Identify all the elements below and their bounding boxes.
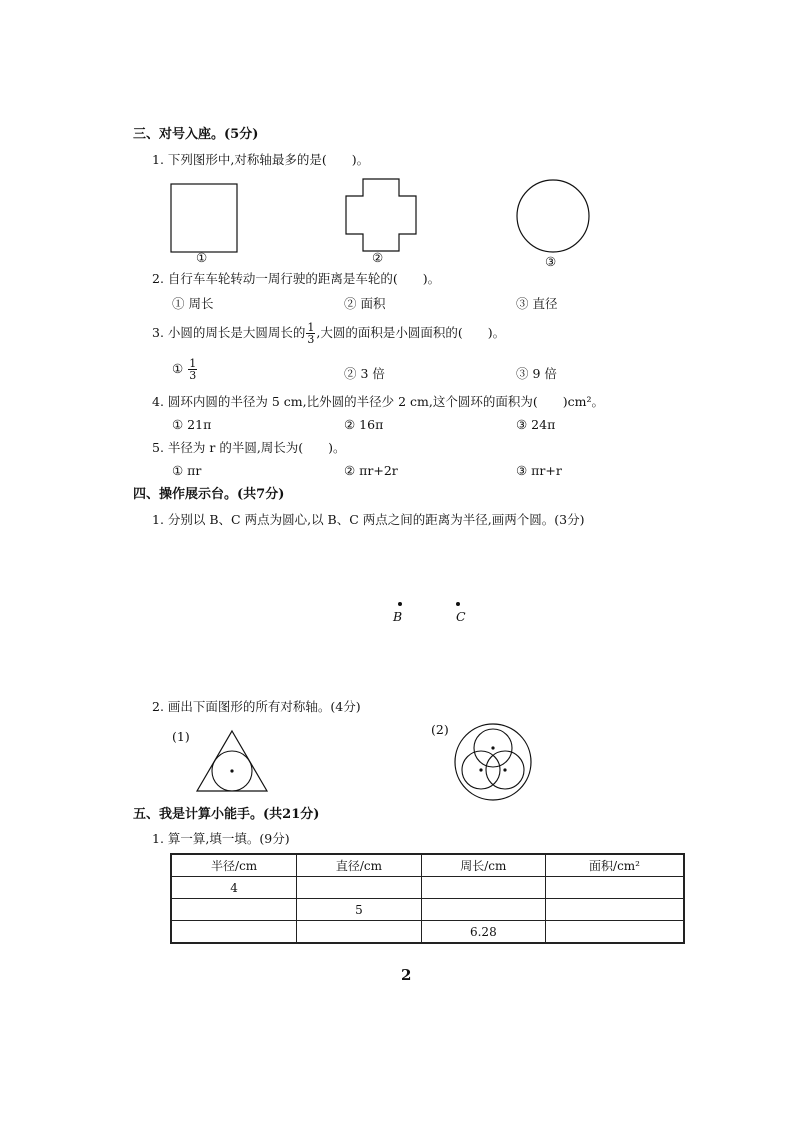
table-cell[interactable] bbox=[297, 921, 421, 944]
q3-2-option-1: ① 周长 bbox=[172, 296, 214, 311]
q3-3-stem-pre: 3. 小圆的周长是大圆周长的 bbox=[152, 325, 306, 340]
q3-3-fraction-num: 1 bbox=[307, 321, 315, 334]
table-cell[interactable] bbox=[421, 899, 545, 921]
q5-1-stem: 1. 算一算,填一填。(9分) bbox=[152, 831, 290, 846]
q4-2-stem: 2. 画出下面图形的所有对称轴。(4分) bbox=[152, 699, 361, 714]
section-4-title: 四、操作展示台。(共7分) bbox=[133, 487, 285, 502]
q3-2-option-3: ③ 直径 bbox=[516, 296, 558, 311]
q3-1-label-3: ③ bbox=[545, 254, 557, 269]
q4-2-fig1-label: (1) bbox=[172, 729, 190, 744]
q3-4-option-3: ③ 24π bbox=[516, 417, 556, 432]
q3-3-stem-post: ,大圆的面积是小圆面积的( )。 bbox=[316, 325, 506, 340]
q3-3-option-1-den: 3 bbox=[189, 369, 197, 382]
point-b-dot bbox=[397, 601, 403, 607]
q3-3-fraction-den: 3 bbox=[307, 333, 315, 346]
q3-3-option-3: ③ 9 倍 bbox=[516, 366, 557, 381]
q3-5-stem: 5. 半径为 r 的半圆,周长为( )。 bbox=[152, 440, 346, 455]
q3-4-stem: 4. 圆环内圆的半径为 5 cm,比外圆的半径少 2 cm,这个圆环的面积为( )cm²。 bbox=[152, 394, 604, 409]
q3-4-option-2: ② 16π bbox=[344, 417, 384, 432]
point-c-label: C bbox=[456, 609, 466, 624]
section-3-title: 三、对号入座。(5分) bbox=[133, 127, 259, 142]
q3-3-fraction bbox=[306, 322, 315, 345]
q3-3-option-2: ② 3 倍 bbox=[344, 366, 385, 381]
table-cell[interactable] bbox=[297, 877, 421, 899]
table-header-radius: 半径/cm bbox=[171, 854, 297, 877]
table-header-diameter: 直径/cm bbox=[297, 854, 421, 877]
table-cell[interactable] bbox=[171, 899, 297, 921]
shape-cross bbox=[345, 178, 417, 252]
calc-table bbox=[170, 853, 685, 944]
table-header-row bbox=[171, 854, 684, 877]
table-row bbox=[171, 921, 684, 944]
q3-3-option-1-fraction bbox=[188, 358, 197, 381]
figure-triangle-incircle bbox=[196, 730, 268, 792]
table-cell[interactable] bbox=[546, 921, 684, 944]
q3-1-label-2: ② bbox=[372, 250, 384, 265]
q3-3-option-1 bbox=[172, 358, 198, 381]
table-header-area: 面积/cm² bbox=[546, 854, 684, 877]
q4-1-stem: 1. 分别以 B、C 两点为圆心,以 B、C 两点之间的距离为半径,画两个圆。(3分) bbox=[152, 512, 585, 527]
table-row bbox=[171, 877, 684, 899]
q4-2-fig2-label: (2) bbox=[431, 722, 449, 737]
point-b-label: B bbox=[393, 609, 403, 624]
q3-3-option-1-num: 1 bbox=[189, 357, 197, 370]
figure-three-circles bbox=[453, 722, 533, 802]
table-cell[interactable] bbox=[421, 877, 545, 899]
q3-5-option-2: ② πr+2r bbox=[344, 463, 398, 478]
shape-circle bbox=[515, 178, 591, 254]
q3-2-option-2: ② 面积 bbox=[344, 296, 386, 311]
q3-5-option-3: ③ πr+r bbox=[516, 463, 562, 478]
table-header-circumference: 周长/cm bbox=[421, 854, 545, 877]
q3-1-stem: 1. 下列图形中,对称轴最多的是( )。 bbox=[152, 152, 370, 167]
shape-square bbox=[170, 183, 238, 253]
table-cell[interactable] bbox=[171, 921, 297, 944]
table-row bbox=[171, 899, 684, 921]
q3-2-stem: 2. 自行车车轮转动一周行驶的距离是车轮的( )。 bbox=[152, 271, 441, 286]
q3-4-option-1: ① 21π bbox=[172, 417, 212, 432]
q3-1-label-1: ① bbox=[196, 250, 208, 265]
q3-3-option-1-mark: ① bbox=[172, 361, 184, 376]
table-cell[interactable]: 4 bbox=[171, 877, 297, 899]
table-cell[interactable] bbox=[546, 877, 684, 899]
q3-5-option-1: ① πr bbox=[172, 463, 202, 478]
table-cell[interactable]: 5 bbox=[297, 899, 421, 921]
point-c-dot bbox=[455, 601, 461, 607]
table-cell[interactable]: 6.28 bbox=[421, 921, 545, 944]
q3-3-stem bbox=[152, 322, 505, 345]
page-number: 2 bbox=[401, 966, 412, 984]
table-cell[interactable] bbox=[546, 899, 684, 921]
section-5-title: 五、我是计算小能手。(共21分) bbox=[133, 807, 320, 822]
